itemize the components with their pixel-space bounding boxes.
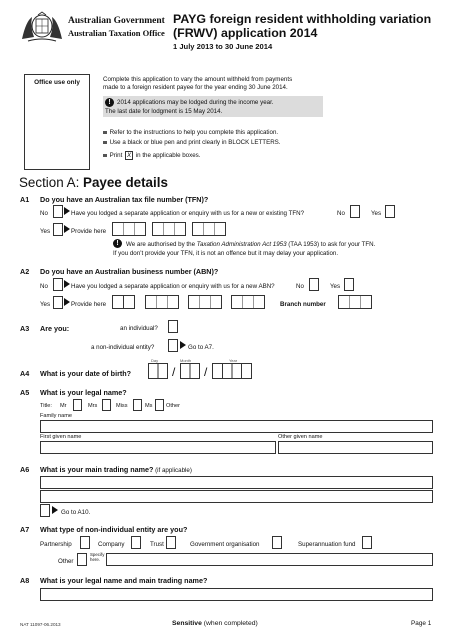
a1-no-checkbox[interactable] xyxy=(53,205,63,218)
a2-no-checkbox[interactable] xyxy=(53,278,63,291)
specify-label: Specify here. xyxy=(90,552,105,562)
a1-yes-checkbox[interactable] xyxy=(53,223,63,236)
dob-day-input[interactable] xyxy=(148,363,168,379)
dob-month-input[interactable] xyxy=(180,363,200,379)
arrow-icon xyxy=(180,341,186,349)
title-option-label: Ms xyxy=(145,403,153,409)
question-number: A2 xyxy=(20,267,30,276)
a1-followup-no-label: No xyxy=(337,210,345,217)
question-a8: What is your legal name and main trading name? xyxy=(40,576,208,585)
first-given-name-label: First given name xyxy=(40,434,82,440)
a2-followup-yes-label: Yes xyxy=(330,283,341,290)
trading-name-input-1[interactable] xyxy=(40,476,433,489)
title-ms-checkbox[interactable] xyxy=(155,399,164,411)
sensitive-marking: Sensitive (when completed) xyxy=(172,620,258,627)
form-code: NAT 11097-06.2013 xyxy=(20,622,61,627)
intro-text: Complete this application to vary the amount withheld from payments made to a foreign resident payee for the year ending 30 June 2014. xyxy=(103,76,293,91)
trading-name-input-2[interactable] xyxy=(40,490,433,503)
other-entity-checkbox[interactable] xyxy=(77,553,87,566)
a2-no-followup: Have you lodged a separate application or enquiry with us for a new ABN? xyxy=(71,283,275,290)
abn-digit-group[interactable] xyxy=(231,295,265,309)
question-number: A7 xyxy=(20,525,30,534)
lodgment-deadline: The last date for lodgment is 15 May 2014. xyxy=(105,108,223,115)
a2-no-label: No xyxy=(40,283,48,290)
arrow-icon xyxy=(64,225,70,233)
branch-number-label: Branch number xyxy=(280,301,326,308)
question-number: A1 xyxy=(20,195,30,204)
abn-digit-group[interactable] xyxy=(145,295,179,309)
a2-followup-no-checkbox[interactable] xyxy=(309,278,319,291)
a2-yes-checkbox[interactable] xyxy=(53,296,63,309)
date-separator: / xyxy=(204,365,208,379)
superannuation-fund-checkbox[interactable] xyxy=(362,536,372,549)
arrow-icon xyxy=(64,298,70,306)
title-option-label: Mr xyxy=(60,403,67,409)
day-hint: Day xyxy=(151,358,159,363)
other-entity-input[interactable] xyxy=(106,553,433,566)
partnership-checkbox[interactable] xyxy=(80,536,90,549)
coat-of-arms-logo xyxy=(18,11,66,45)
first-given-name-input[interactable] xyxy=(40,441,276,454)
government-organisation-checkbox[interactable] xyxy=(272,536,282,549)
a1-yes-label: Yes xyxy=(40,228,51,235)
trading-name-checkbox[interactable] xyxy=(40,504,50,517)
title-option-label: Mrs xyxy=(88,403,98,409)
month-hint: Month xyxy=(180,358,192,363)
a2-followup-yes-checkbox[interactable] xyxy=(344,278,354,291)
title-option-label: Other xyxy=(166,403,180,409)
form-title: PAYG foreign resident withholding variation (FRWV) application 2014 xyxy=(173,12,432,40)
a2-followup-no-label: No xyxy=(296,283,304,290)
title-mrs-checkbox[interactable] xyxy=(102,399,111,411)
a1-followup-yes-checkbox[interactable] xyxy=(385,205,395,218)
a2-yes-label: Yes xyxy=(40,301,51,308)
arrow-icon xyxy=(64,207,70,215)
info-icon: ! xyxy=(105,98,114,107)
page-number: Page 1 xyxy=(411,620,432,627)
tfn-digit-group[interactable] xyxy=(152,222,186,236)
tfn-privacy-notice: We are authorised by the Taxation Administration Act 1953 (TAA 1953) to ask for your TFN. xyxy=(126,241,376,248)
office-use-box xyxy=(24,74,90,170)
question-number: A5 xyxy=(20,388,30,397)
tfn-digit-group[interactable] xyxy=(112,222,146,236)
instruction-item: Use a black or blue pen and print clearly in BLOCK LETTERS. xyxy=(103,138,281,148)
title-miss-checkbox[interactable] xyxy=(133,399,142,411)
government-name: Australian Government xyxy=(68,16,165,26)
entity-type-label: Trust xyxy=(150,541,164,548)
question-a1: Do you have an Australian tax file number (TFN)? xyxy=(40,195,209,204)
a1-provide-label: Provide here xyxy=(71,228,107,235)
non-individual-checkbox[interactable] xyxy=(168,339,178,352)
abn-digit-group[interactable] xyxy=(188,295,222,309)
entity-type-label: Company xyxy=(98,541,125,548)
abn-digit-group[interactable] xyxy=(112,295,135,309)
legal-name-input[interactable] xyxy=(40,588,433,601)
bullet-icon xyxy=(103,141,107,145)
question-a5: What is your legal name? xyxy=(40,388,127,397)
question-a3: Are you: xyxy=(40,324,70,333)
a1-no-followup: Have you lodged a separate application or enquiry with us for a new or existing TFN? xyxy=(71,210,305,217)
info-icon: ! xyxy=(113,239,122,248)
a2-provide-label: Provide here xyxy=(71,301,107,308)
bullet-icon xyxy=(103,154,107,158)
question-number: A4 xyxy=(20,369,30,378)
other-given-name-input[interactable] xyxy=(278,441,433,454)
non-individual-label: a non-individual entity? xyxy=(91,344,155,351)
instructions-list xyxy=(103,128,281,161)
goto-a10: Go to A10. xyxy=(61,509,91,516)
question-a7: What type of non-individual entity are you? xyxy=(40,525,188,534)
a1-no-label: No xyxy=(40,210,48,217)
tfn-digit-group[interactable] xyxy=(192,222,226,236)
title-option-label: Miss xyxy=(116,403,128,409)
sample-x-box: X xyxy=(126,152,132,159)
a1-followup-no-checkbox[interactable] xyxy=(350,205,360,218)
tfn-privacy-notice-2: If you don’t provide your TFN, it is not an offence but it may delay your application. xyxy=(113,250,339,257)
instruction-item: Print X in the applicable boxes. xyxy=(103,151,281,161)
instruction-item: Refer to the instructions to help you complete this application. xyxy=(103,128,281,138)
question-number: A6 xyxy=(20,465,30,474)
date-separator: / xyxy=(172,365,176,379)
entity-type-label: Superannuation fund xyxy=(298,541,356,548)
question-number: A3 xyxy=(20,324,30,333)
entity-type-label: Government organisation xyxy=(190,541,260,548)
trust-checkbox[interactable] xyxy=(166,536,176,549)
company-checkbox[interactable] xyxy=(131,536,141,549)
goto-a7: Go to A7. xyxy=(188,344,214,351)
title-mr-checkbox[interactable] xyxy=(73,399,82,411)
agency-name: Australian Taxation Office xyxy=(68,28,165,38)
dob-year-input[interactable] xyxy=(212,363,252,379)
question-a2: Do you have an Australian business number (ABN)? xyxy=(40,267,219,276)
arrow-icon xyxy=(64,280,70,288)
individual-checkbox[interactable] xyxy=(168,320,178,333)
year-hint: Year xyxy=(229,358,238,363)
family-name-input[interactable] xyxy=(40,420,433,433)
question-number: A8 xyxy=(20,576,30,585)
individual-label: an individual? xyxy=(120,325,158,332)
family-name-label: Family name xyxy=(40,413,73,419)
title-label: Title: xyxy=(40,403,52,409)
question-a4: What is your date of birth? xyxy=(40,369,132,378)
bullet-icon xyxy=(103,131,107,135)
form-period: 1 July 2013 to 30 June 2014 xyxy=(173,42,273,51)
entity-type-other-label: Other xyxy=(58,558,74,565)
other-given-name-label: Other given name xyxy=(278,434,323,440)
section-heading: Section A: Payee details xyxy=(19,175,168,190)
a1-followup-yes-label: Yes xyxy=(371,210,382,217)
question-a6: What is your main trading name? (if applicable) xyxy=(40,465,192,474)
entity-type-label: Partnership xyxy=(40,541,72,548)
branch-number-input[interactable] xyxy=(338,295,372,309)
office-use-label: Office use only xyxy=(34,79,80,86)
arrow-icon xyxy=(52,506,58,514)
lodgment-notice-text: 2014 applications may be lodged during the income year. xyxy=(117,99,274,106)
